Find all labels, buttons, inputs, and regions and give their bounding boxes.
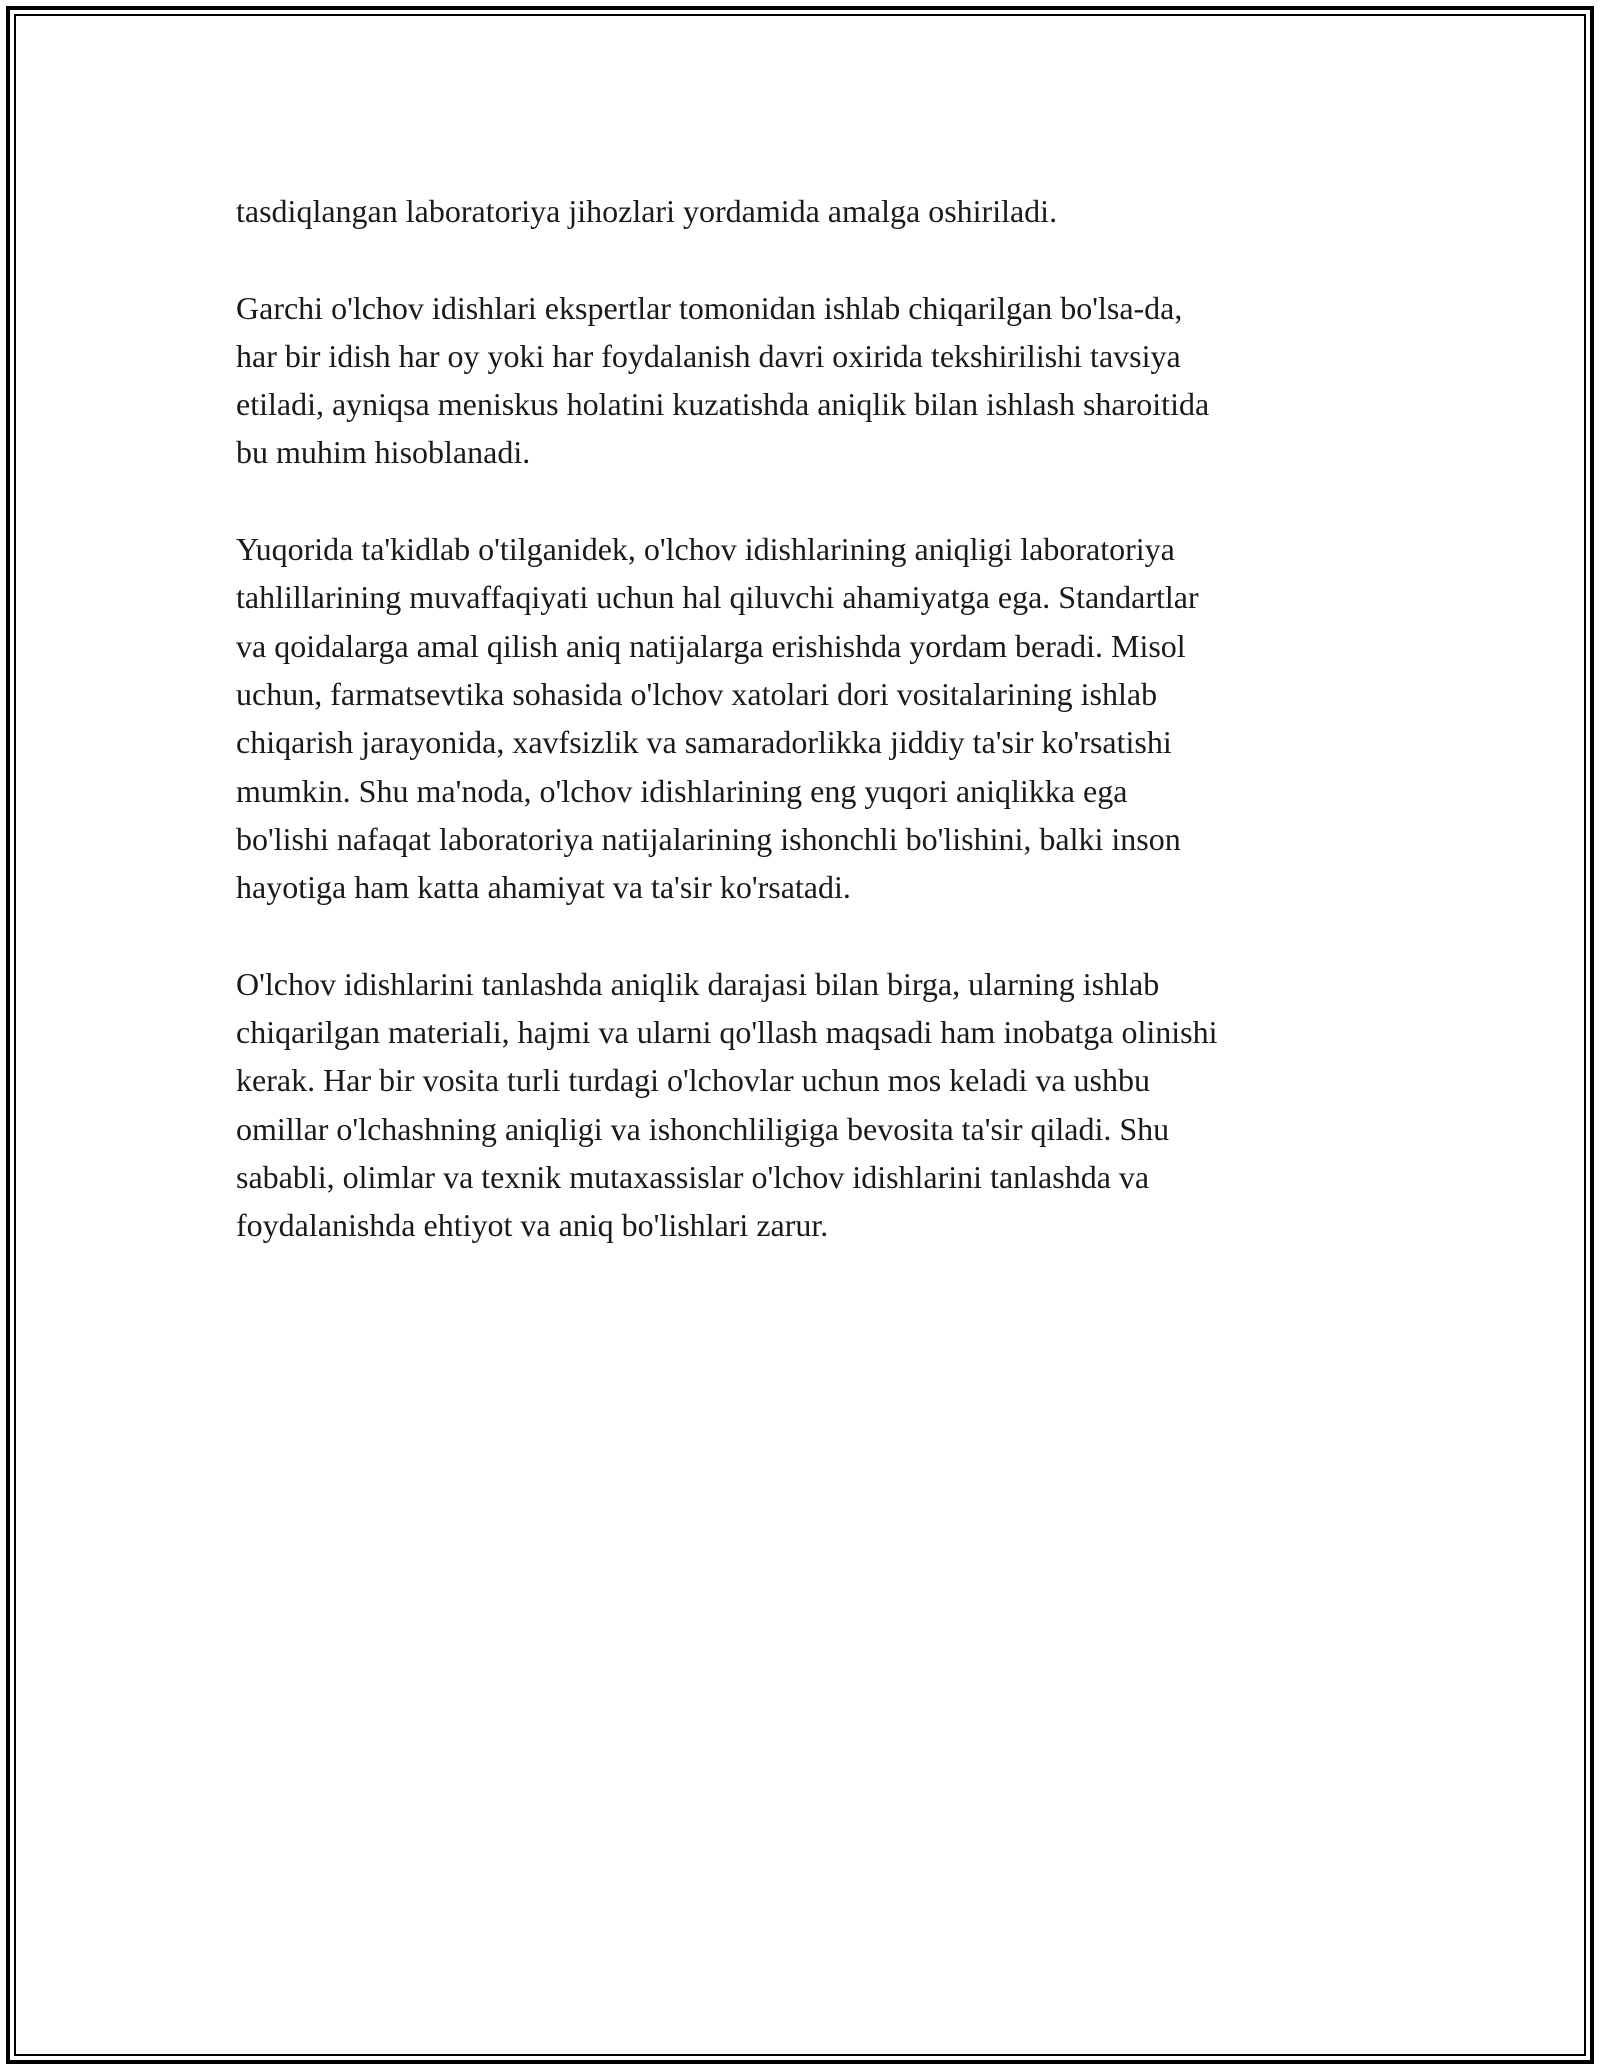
paragraph-4 [236,960,1366,1250]
text-line: etiladi, ayniqsa meniskus holatini kuzatishda aniqlik bilan ishlash sharoitida [236,386,1210,423]
text-line: tahlillarining muvaffaqiyati uchun hal qiluvchi ahamiyatga ega. Standartlar [236,579,1199,616]
text-line: sababli, olimlar va texnik mutaxassislar o'lchov idishlarini tanlashda va [236,1158,1150,1195]
text-line: chiqarish jarayonida, xavfsizlik va samaradorlikka jiddiy ta'sir ko'rsatishi [236,724,1172,761]
text-line: omillar o'lchashning aniqligi va ishonchliligiga bevosita ta'sir qiladi. Shu [236,1110,1170,1147]
text-line: foydalanishda ehtiyot va aniq bo'lishlari zarur. [236,1207,829,1244]
text-line: kerak. Har bir vosita turli turdagi o'lchovlar uchun mos keladi va ushbu [236,1062,1150,1099]
text-line: har bir idish har oy yoki har foydalanish davri oxirida tekshirilishi tavsiya [236,337,1181,374]
text-line: mumkin. Shu ma'noda, o'lchov idishlarining eng yuqori aniqlikka ega [236,772,1128,809]
paragraph-1 [236,187,1366,235]
paragraph-3 [236,525,1366,911]
text-line: chiqarilgan materiali, hajmi va ularni qo'llash maqsadi ham inobatga olinishi [236,1014,1218,1051]
text-line: va qoidalarga amal qilish aniq natijalarga erishishda yordam beradi. Misol [236,627,1186,664]
text-line: bo'lishi nafaqat laboratoriya natijalarining ishonchli bo'lishini, balki inson [236,820,1181,857]
text-line: bu muhim hisoblanadi. [236,434,531,471]
text-line: uchun, farmatsevtika sohasida o'lchov xatolari dori vositalarining ishlab [236,675,1158,712]
text-line: hayotiga ham katta ahamiyat va ta'sir ko'rsatadi. [236,869,851,906]
paragraph-2 [236,284,1366,477]
document-body [236,187,1366,1298]
text-line: O'lchov idishlarini tanlashda aniqlik darajasi bilan birga, ularning ishlab [236,965,1160,1002]
text-line: Yuqorida ta'kidlab o'tilganidek, o'lchov idishlarining aniqligi laboratoriya [236,531,1175,568]
text-line: Garchi o'lchov idishlari ekspertlar tomonidan ishlab chiqarilgan bo'lsa-da, [236,289,1183,326]
text-line: tasdiqlangan laboratoriya jihozlari yordamida amalga oshiriladi. [236,193,1058,229]
